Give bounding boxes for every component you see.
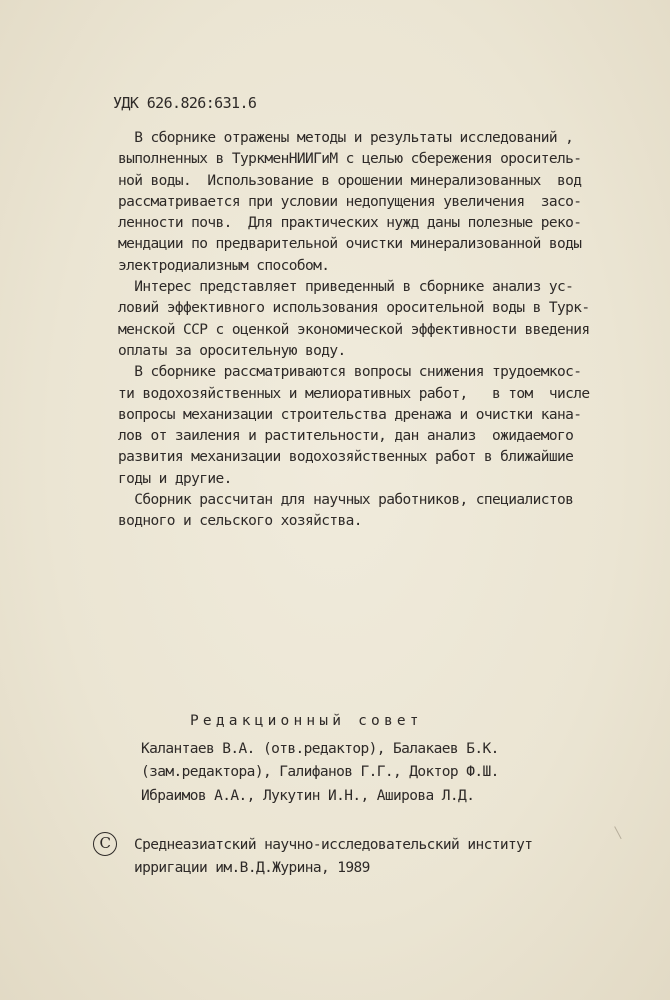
board-line: (зам.редактора), Галифанов Г.Г., Доктор Ф.Ш. bbox=[141, 764, 499, 781]
editorial-board-members bbox=[141, 738, 499, 808]
annotation-line: годы и другие. bbox=[118, 470, 232, 487]
annotation-line: ти водохозяйственных и мелиоративных работ, в том числе bbox=[118, 385, 590, 402]
copyright-line: ирригации им.В.Д.Журина, 1989 bbox=[134, 860, 370, 876]
copyright-line: Среднеазиатский научно-исследовательский институт bbox=[134, 837, 533, 853]
annotation-line: Сборник рассчитан для научных работников, специалистов bbox=[118, 492, 574, 509]
pencil-mark bbox=[605, 826, 621, 844]
annotation-line: менской ССР с оценкой экономической эффективности введения bbox=[118, 321, 590, 338]
board-line: Ибраимов А.А., Лукутин И.Н., Аширова Л.Д. bbox=[141, 787, 475, 804]
board-line: Калантаев В.А. (отв.редактор), Балакаев Б.К. bbox=[141, 741, 499, 757]
annotation-line: ленности почв. Для практических нужд даны полезные реко- bbox=[118, 215, 582, 232]
udk-code: УДК 626.826:631.6 bbox=[113, 94, 257, 112]
annotation-line: В сборнике отражены методы и результаты исследований , bbox=[118, 130, 574, 146]
annotation-line: ловий эффективного использования оросительной воды в Турк- bbox=[118, 300, 590, 317]
annotation-line: развития механизации водохозяйственных работ в ближайшие bbox=[118, 449, 574, 466]
copyright-holder bbox=[134, 834, 532, 880]
editorial-board-heading: Редакционный совет bbox=[190, 713, 423, 729]
annotation-line: Интерес представляет приведенный в сборнике анализ ус- bbox=[118, 279, 574, 296]
annotation-line: водного и сельского хозяйства. bbox=[118, 513, 362, 530]
annotation-line: рассматривается при условии недопущения увеличения засо- bbox=[118, 193, 582, 210]
annotation-line: оплаты за оросительную воду. bbox=[118, 342, 346, 359]
annotation-line: выполненных в ТуркменНИИГиМ с целью сбережения ороситель- bbox=[118, 151, 582, 168]
annotation-line: электродиализным способом. bbox=[118, 257, 330, 274]
copyright-icon: C bbox=[93, 832, 117, 856]
annotation-line: лов от заиления и растительности, дан анализ ожидаемого bbox=[118, 428, 574, 445]
annotation-line: В сборнике рассматриваются вопросы снижения трудоемкос- bbox=[118, 364, 582, 381]
annotation-text bbox=[118, 128, 638, 533]
annotation-line: ной воды. Использование в орошении минерализованных вод bbox=[118, 172, 582, 189]
annotation-line: мендации по предварительной очистки минерализованной воды bbox=[118, 236, 582, 253]
annotation-line: вопросы механизации строительства дренажа и очистки кана- bbox=[118, 406, 582, 423]
